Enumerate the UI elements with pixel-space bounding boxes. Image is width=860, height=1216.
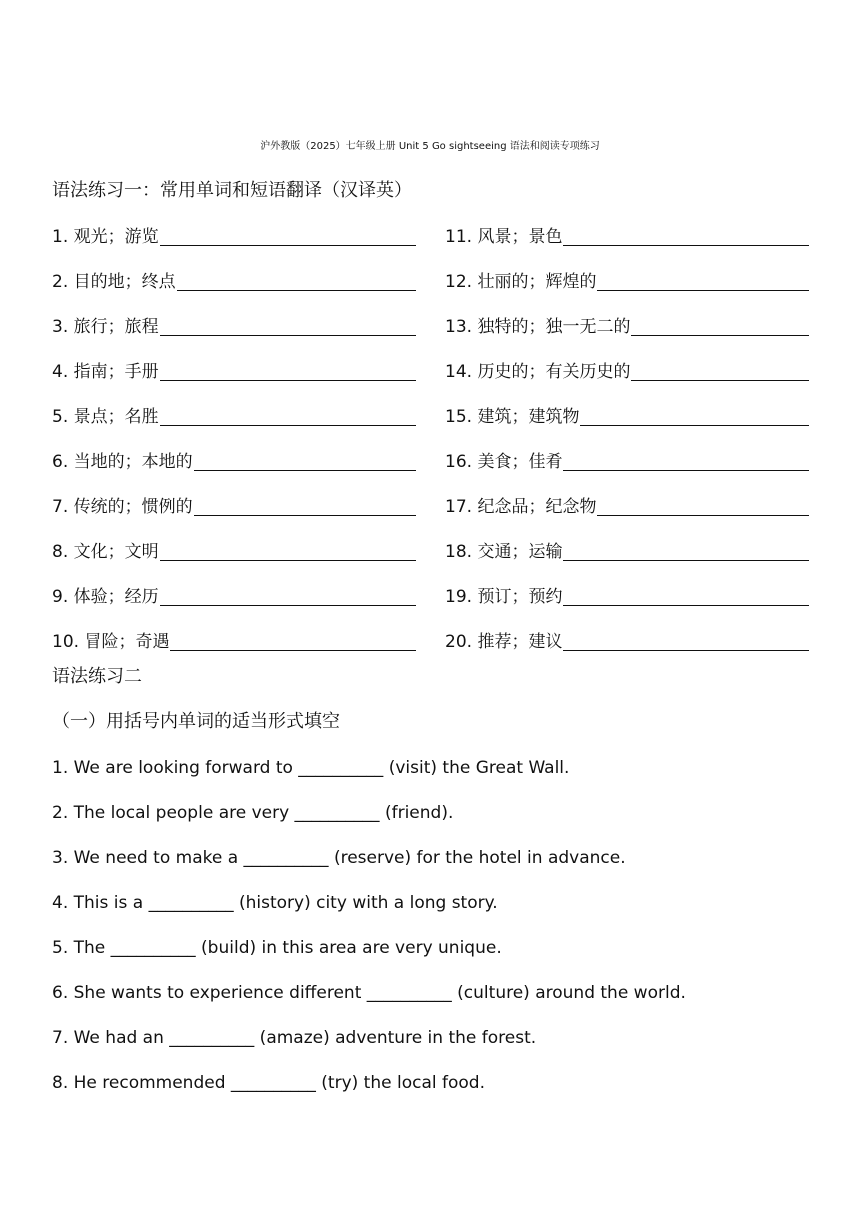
answer-line: [597, 290, 809, 291]
answer-line: [597, 515, 809, 516]
vocab-item-11: [445, 224, 809, 250]
fill-blank-item-5: 5. The __________ (build) in this area are very unique.: [52, 938, 502, 958]
vocab-item-label: 15. 建筑；建筑物: [445, 407, 580, 427]
answer-line: [160, 380, 416, 381]
vocab-item-15: [445, 404, 809, 430]
answer-line: [631, 335, 809, 336]
vocab-item-10: [52, 629, 416, 655]
answer-line: [170, 650, 416, 651]
fill-blank-item-2: 2. The local people are very __________ (friend).: [52, 803, 454, 823]
vocab-item-4: [52, 359, 416, 385]
vocab-item-label: 19. 预订；预约: [445, 587, 563, 607]
vocab-item-12: [445, 269, 809, 295]
vocab-item-14: [445, 359, 809, 385]
vocab-item-5: [52, 404, 416, 430]
answer-line: [631, 380, 809, 381]
answer-line: [160, 425, 416, 426]
vocab-item-17: [445, 494, 809, 520]
answer-line: [563, 650, 809, 651]
vocab-item-7: [52, 494, 416, 520]
vocab-item-1: [52, 224, 416, 250]
vocab-item-3: [52, 314, 416, 340]
answer-line: [563, 605, 809, 606]
vocab-item-9: [52, 584, 416, 610]
vocab-item-label: 11. 风景；景色: [445, 227, 563, 247]
vocab-item-label: 13. 独特的；独一无二的: [445, 317, 631, 337]
vocab-item-label: 14. 历史的；有关历史的: [445, 362, 631, 382]
vocab-item-18: [445, 539, 809, 565]
fill-blank-item-3: 3. We need to make a __________ (reserve) for the hotel in advance.: [52, 848, 626, 868]
answer-line: [563, 560, 809, 561]
answer-line: [580, 425, 809, 426]
answer-line: [160, 245, 416, 246]
vocab-item-label: 20. 推荐；建议: [445, 632, 563, 652]
vocab-item-label: 16. 美食；佳肴: [445, 452, 563, 472]
section2-heading: 语法练习二: [52, 666, 142, 687]
answer-line: [194, 515, 416, 516]
vocab-item-label: 18. 交通；运输: [445, 542, 563, 562]
vocab-item-label: 17. 纪念品；纪念物: [445, 497, 597, 517]
answer-line: [194, 470, 416, 471]
vocab-item-label: 1. 观光；游览: [52, 227, 159, 247]
vocab-item-6: [52, 449, 416, 475]
vocab-item-label: 5. 景点；名胜: [52, 407, 159, 427]
vocab-item-2: [52, 269, 416, 295]
vocab-item-label: 3. 旅行；旅程: [52, 317, 159, 337]
vocab-item-16: [445, 449, 809, 475]
vocab-item-label: 10. 冒险；奇遇: [52, 632, 170, 652]
page-title: 沪外教版（2025）七年级上册 Unit 5 Go sightseeing 语法和阅读专项练习: [260, 141, 600, 152]
vocab-item-19: [445, 584, 809, 610]
answer-line: [177, 290, 416, 291]
answer-line: [563, 470, 809, 471]
fill-blank-item-7: 7. We had an __________ (amaze) adventure in the forest.: [52, 1028, 537, 1048]
vocab-item-label: 12. 壮丽的；辉煌的: [445, 272, 597, 292]
vocab-item-20: [445, 629, 809, 655]
vocab-item-label: 9. 体验；经历: [52, 587, 159, 607]
answer-line: [160, 560, 416, 561]
vocab-item-label: 7. 传统的；惯例的: [52, 497, 193, 517]
answer-line: [563, 245, 809, 246]
vocab-item-label: 4. 指南；手册: [52, 362, 159, 382]
vocab-item-13: [445, 314, 809, 340]
section2-subheading: （一）用括号内单词的适当形式填空: [52, 711, 340, 732]
fill-blank-item-8: 8. He recommended __________ (try) the local food.: [52, 1073, 485, 1093]
fill-blank-item-4: 4. This is a __________ (history) city with a long story.: [52, 893, 498, 913]
answer-line: [160, 335, 416, 336]
vocab-item-label: 6. 当地的；本地的: [52, 452, 193, 472]
vocab-item-label: 2. 目的地；终点: [52, 272, 176, 292]
answer-line: [160, 605, 416, 606]
section1-heading: 语法练习一：常用单词和短语翻译（汉译英）: [52, 180, 412, 201]
vocab-item-8: [52, 539, 416, 565]
vocab-item-label: 8. 文化；文明: [52, 542, 159, 562]
fill-blank-item-6: 6. She wants to experience different __________ (culture) around the world.: [52, 983, 686, 1003]
fill-blank-item-1: 1. We are looking forward to __________ (visit) the Great Wall.: [52, 758, 570, 778]
